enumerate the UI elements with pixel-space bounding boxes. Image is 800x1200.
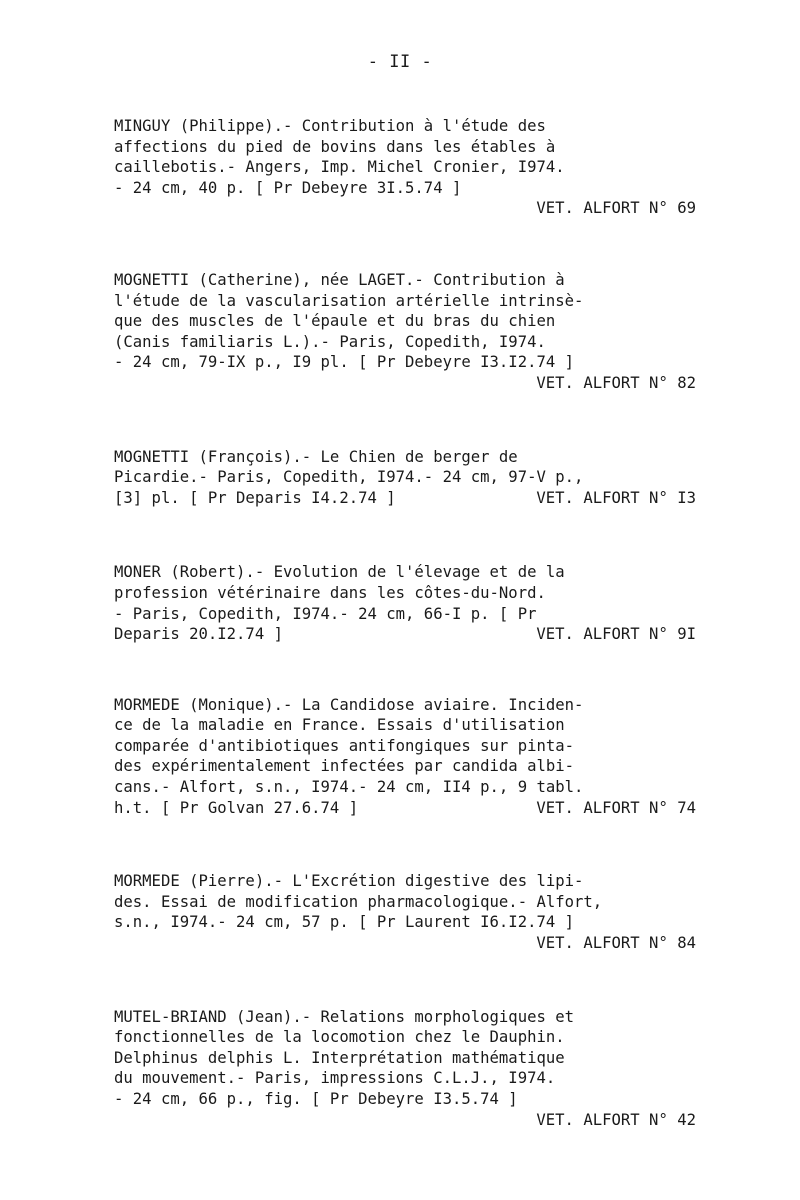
entry-line: cans.- Alfort, s.n., I974.- 24 cm, II4 p., 9 tabl. bbox=[114, 778, 584, 797]
entry-line: profession vétérinaire dans les côtes-du-Nord. bbox=[114, 583, 546, 602]
call-number: VET. ALFORT N° 9I bbox=[536, 625, 696, 644]
entry-line: que des muscles de l'épaule et du bras du chien bbox=[114, 312, 556, 331]
bibliography-entry bbox=[114, 447, 696, 509]
entry-line: h.t. [ Pr Golvan 27.6.74 ] bbox=[114, 798, 359, 817]
entry-last-line-row bbox=[114, 798, 696, 819]
entry-line: affections du pied de bovins dans les étables à bbox=[114, 137, 556, 156]
entry-line: Picardie.- Paris, Copedith, I974.- 24 cm, 97-V p., bbox=[114, 468, 584, 487]
entry-line: fonctionnelles de la locomotion chez le Dauphin. bbox=[114, 1028, 565, 1047]
entry-line: MUTEL-BRIAND (Jean).- Relations morphologiques et bbox=[114, 1007, 575, 1026]
entry-line: des. Essai de modification pharmacologique.- Alfort, bbox=[114, 892, 603, 911]
call-number: VET. ALFORT N° 74 bbox=[536, 798, 696, 817]
entry-line: l'étude de la vascularisation artérielle intrinsè- bbox=[114, 291, 584, 310]
entry-line: caillebotis.- Angers, Imp. Michel Cronier, I974. bbox=[114, 158, 565, 177]
bibliography-entry bbox=[114, 116, 696, 219]
entry-line: MOGNETTI (François).- Le Chien de berger de bbox=[114, 447, 518, 466]
call-number: VET. ALFORT N° I3 bbox=[536, 488, 696, 507]
call-number: VET. ALFORT N° 82 bbox=[536, 373, 696, 392]
entry-line: Delphinus delphis L. Interprétation mathématique bbox=[114, 1048, 565, 1067]
entry-line: Deparis 20.I2.74 ] bbox=[114, 625, 283, 644]
bibliography-entry bbox=[114, 871, 696, 953]
entry-line: du mouvement.- Paris, impressions C.L.J., I974. bbox=[114, 1069, 556, 1088]
entry-line: s.n., I974.- 24 cm, 57 p. [ Pr Laurent I6.I2.74 ] bbox=[114, 913, 575, 932]
entry-last-line-row bbox=[114, 488, 696, 509]
entry-line: MORMEDE (Pierre).- L'Excrétion digestive des lipi- bbox=[114, 872, 584, 891]
call-number: VET. ALFORT N° 42 bbox=[536, 1110, 696, 1129]
entry-line: comparée d'antibiotiques antifongiques sur pinta- bbox=[114, 736, 575, 755]
bibliography-list bbox=[114, 116, 696, 1130]
entry-line: MINGUY (Philippe).- Contribution à l'étude des bbox=[114, 117, 546, 135]
call-number: VET. ALFORT N° 84 bbox=[536, 934, 696, 953]
entry-line: MONER (Robert).- Evolution de l'élevage et de la bbox=[114, 563, 565, 582]
entry-line: - 24 cm, 66 p., fig. [ Pr Debeyre I3.5.74 ] bbox=[114, 1090, 518, 1108]
entry-line: MORMEDE (Monique).- La Candidose aviaire. Inciden- bbox=[114, 695, 584, 714]
bibliography-entry bbox=[114, 270, 696, 394]
entry-line: - Paris, Copedith, I974.- 24 cm, 66-I p. [ Pr bbox=[114, 604, 537, 623]
bibliography-entry bbox=[114, 562, 696, 644]
entry-line: ce de la maladie en France. Essais d'utilisation bbox=[114, 716, 565, 735]
entry-line: (Canis familiaris L.).- Paris, Copedith, I974. bbox=[114, 332, 546, 351]
entry-line: MOGNETTI (Catherine), née LAGET.- Contribution à bbox=[114, 270, 565, 289]
entry-line: [3] pl. [ Pr Deparis I4.2.74 ] bbox=[114, 488, 396, 507]
entry-last-line-row bbox=[114, 624, 696, 645]
entry-line: - 24 cm, 40 p. [ Pr Debeyre 3I.5.74 ] bbox=[114, 178, 462, 197]
entry-line: des expérimentalement infectées par candida albi- bbox=[114, 757, 575, 776]
bibliography-entry bbox=[114, 1007, 696, 1131]
call-number: VET. ALFORT N° 69 bbox=[536, 199, 696, 218]
page-number: - II - bbox=[367, 52, 433, 72]
entry-line: - 24 cm, 79-IX p., I9 pl. [ Pr Debeyre I3.I2.74 ] bbox=[114, 353, 575, 372]
bibliography-entry bbox=[114, 695, 696, 819]
